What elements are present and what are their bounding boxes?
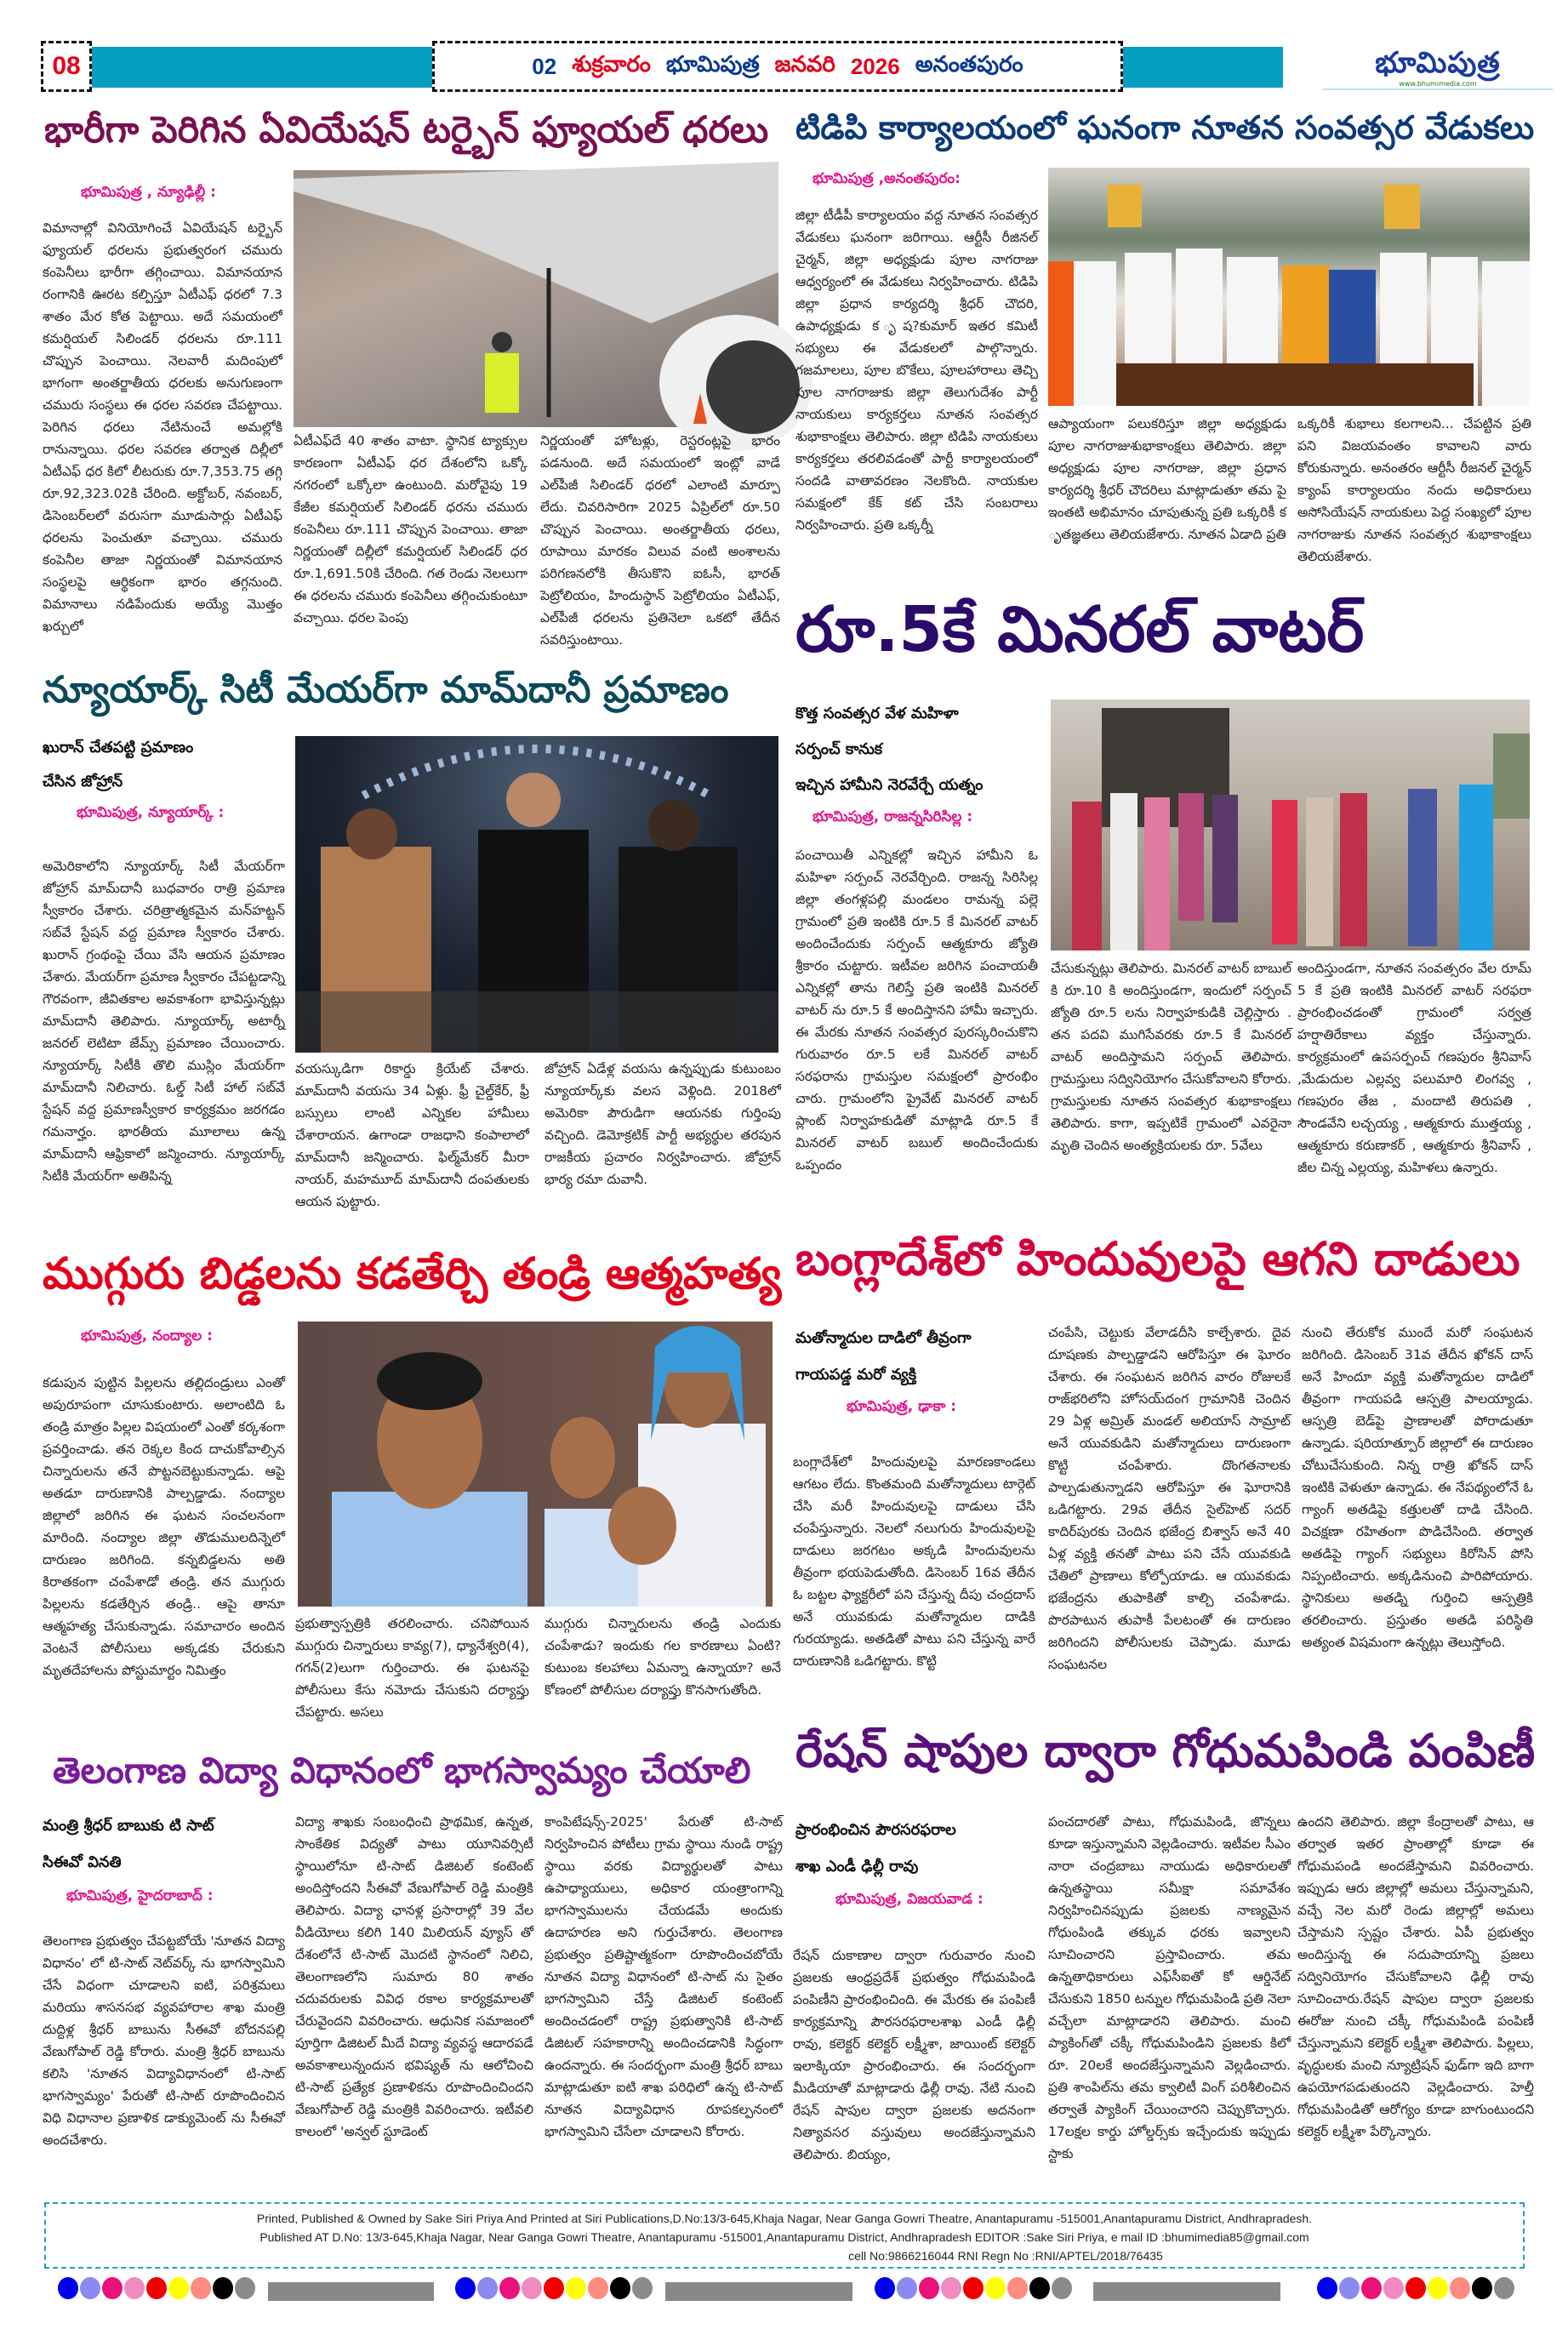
registration-dot <box>1029 2277 1050 2299</box>
registration-dots <box>58 2277 255 2299</box>
registration-dot <box>588 2277 608 2299</box>
mineral-col-1: పంచాయితీ ఎన్నికల్లో ఇచ్చిన హామీని ఓ మహిళా సర్పంచ్ నెరవేర్చింది. రాజన్న సిరిసిల్ల జిల్లా తంగళ్లపల్లి మండలం రామన్న పల్లె గ్రామంలో ప్రతి ఇంటికి రూ.5 కే మినరల్ వాటర్ అందించేందుకు సర్పంచ్ ఆత్మకూరు జ్యోతి శ్రీకారం చుట్టారు. ఇటీవల జరిగిన పంచాయతీ ఎన్నికల్లో తాను గెలిస్తే ప్రతి ఇంటికి మినరల్ వాటర్ ను రూ.5 కే అందిస్తానని హామీ ఇచ్చారు. ఈ మేరకు నూతన సంవత్సర పురస్కరించుకొని గురువారం రూ.5 లకే మినరల్ వాటర్ సరఫరాను గ్రామస్తుల సమక్షంలో ప్రారంభిం చారు. గ్రామంలోని ప్రైవేట్ మినరల్ వాటర్ ప్లాంట్ నిర్వాహకుడితో మాట్లాడి రూ.5 కే మినరల్ వాటర్ బబుల్ అందించేందుకు ఒప్పందం <box>795 848 1038 1173</box>
worker-vest <box>485 353 519 413</box>
aviation-photo <box>294 170 778 427</box>
child-face <box>550 1417 615 1499</box>
telangana-sub-1: మంత్రి శ్రీధర్ బాబుకు టి సాట్ <box>43 1817 214 1835</box>
registration-dot <box>1405 2277 1426 2299</box>
registration-dot <box>1428 2277 1448 2299</box>
engine-intake <box>706 340 800 434</box>
father-col-2: ప్రభుత్వాస్పత్రికి తరలించారు. చనిపోయిన ముగ్గురు చిన్నారులు కావ్య(7), ధ్యానేశ్వరి(4), గగన్(2)లుగా గుర్తించారు. ఈ ఘటనపై పోలీసులు కేసు నమోదు చేసుకుని దర్యాప్తు చేపట్టారు. అసలు <box>295 1616 529 1720</box>
tdp-illustration <box>1048 168 1530 406</box>
headline-tdp: టిడిపి కార్యాలయంలో ఘనంగా నూతన సంవత్సర వేడుకలు <box>795 109 1535 146</box>
bangladesh-sub-2: గాయపడ్డ మరో వ్యక్తి <box>795 1366 917 1384</box>
ration-sub-1: ప్రారంభించిన పౌరసరఫరాల <box>795 1821 956 1839</box>
ration-col-2: పంచదారతో పాటు, గోధుమపిండి, జొన్నలు కూడా ఇస్తున్నామని వెల్లడించారు. ఇటీవల సీఎం నారా చంద్రబాబు నాయుడు అధికారులతో ఉన్నతస్థాయి సమీక్షా సమావేశం నిర్వహించినప్పుడు ప్రజలకు నాణ్యమైన గోధుంపిండి తక్కువ ధరకు ఇవ్వాలని సూచించారని ప్రస్తావించారు. తమ ఉన్నతాధికారులు ఎఫ్‌సీఐతో కో ఆర్డినేట్ చేసుకుని 1850 టన్నుల గోధుమపిండి ప్రతి నెలా వచ్చేలా మాట్లాడారని తెలిపారు. మంచి ప్యాకింగ్‌తో చక్కీ గోధుమపిండిని ప్రజలకు కిలో రూ. 20లకే అందజేస్తున్నామని వెల్లడించారు. ప్రతి శాంపిల్‌ను తమ క్వాలిటీ వింగ్ పరిశీలించిన తర్వాతే ప్యాకింగ్ చేయించారని చెప్పుకొచ్చారు. 17లక్షల కార్డు హోల్డర్స్‌కు ఇచ్చేందుకు ఇప్పుడు స్టాకు <box>1048 1814 1291 2161</box>
imprint-box <box>44 2202 1525 2269</box>
ration-sub-2: శాఖ ఎండీ ఢిల్లీ రావు <box>795 1858 919 1875</box>
registration-gray-bar <box>665 2282 852 2301</box>
father-illustration <box>298 1322 773 1607</box>
man-hair <box>377 1352 482 1410</box>
registration-dot <box>1472 2277 1492 2299</box>
registration-dot <box>191 2277 211 2299</box>
registration-dot <box>235 2277 255 2299</box>
registration-gray-bar <box>1093 2282 1280 2301</box>
registration-dot <box>1317 2277 1337 2299</box>
newyork-col-3: జోహ్రాన్ ఏడేళ్ల వయసు ఉన్నప్పుడు కుటుంబం న్యూయార్క్‌కు వలస వెళ్లింది. 2018లో అమెరికా పౌరుడిగా ఆయనకు గుర్తింపు వచ్చింది. డెమోక్రటిక్ పార్టీ అభ్యర్థుల తరపున రాజకీయ ప్రచారం నిర్వహించారు. జోహ్రాన్ భార్య రమా దువానీ. <box>545 1061 781 1187</box>
registration-dot <box>499 2277 520 2299</box>
headline-newyork: న్యూయార్క్ సిటీ మేయర్‌గా మామ్‌దానీ ప్రమాణం <box>43 669 729 711</box>
byline-father: భూమిపుత్ర, నంద్యాల : <box>81 1327 213 1344</box>
registration-dot <box>1007 2277 1028 2299</box>
registration-dot <box>1052 2277 1072 2299</box>
mineral-col-2: చేసుకున్నట్లు తెలిపారు. మినరల్ వాటర్ బాబుల్ కి రూ.10 కి అందిస్తుండగా, ఇందులో సర్పంచ్ జ్యోతి రూ.5 లను నిర్వాహకుడికి చెల్లిస్తారు . తన పదవి ముగిసేవరకు రూ.5 కే మినరల్ వాటర్ అందిస్తామని సర్పంచ్ తెలిపారు. గ్రామస్తులు సద్వినియోగం చేసుకోవాలని కోరారు. గ్రామస్తులకు నూతన సంవత్సర శుభాకాంక్షలు తెలిపారు. కాగా, ఇప్పటికే గ్రామంలో ఎవరైనా మృతి చెందిన అంత్యక్రియలకు రూ. 5వేలు <box>1051 961 1291 1153</box>
telangana-sub-2: సిఈవో వినతి <box>43 1853 122 1871</box>
ration-col-3: ఉందని తెలిపారు. జిల్లా కేంద్రాలతో పాటు, ఆ తర్వాత ఇతర ప్రాంతాల్లో కూడా ఈ గోధుమపండి అందజేస్తామని వివరించారు. ఇప్పుడు ఆరు జిల్లాల్లో అమలు చేస్తున్నామని, వచ్చే నెల మరో రెండు జిల్లాల్లో అమలు చేస్తామని స్పష్టం చేశారు. ఏపీ ప్రభుత్వం అందిస్తున్న ఈ సదుపాయాన్ని ప్రజలు సద్వినియోగం చేసుకోవాలని ఢిల్లీ రావు సూచించారు.రేషన్ షాపుల ద్వారా ప్రజలకు ఈరోజు నుంచి చక్కీ గోధుమపిండి పంపిణీ చేస్తున్నామని కలెక్టర్ లక్ష్మీశా తెలిపారు. పిల్లలు, వృద్ధులకు మంచి న్యూట్రిషన్ ఫుడ్‌గా ఇది బాగా ఉపయోగపడుతుందని వెల్లడించారు. హెల్తీ గోధుమపిండితో ఆరోగ్యం కూడా బాగుంటుందని కలెక్టర్ లక్ష్మీశా పేర్కొన్నారు. <box>1297 1814 1534 2139</box>
imprint-line-2: Published AT D.No: 13/3-645,Khaja Nagar, Near Ganga Gowri Theatre, Anantapuramu -515001,Anantapuramu District, Andhrapradesh EDITOR :Sake Siri Priya, e mail ID :bhumimedia85@gmail.com <box>259 2230 1309 2244</box>
imprint-line-3: cell No:9866216044 RNI Regn No :RNI/APTEL/2018/76435 <box>848 2249 1163 2263</box>
registration-dot <box>1494 2277 1514 2299</box>
villagers <box>1072 785 1493 951</box>
father-photo <box>298 1322 773 1607</box>
date-paper: భూమిపుత్ర <box>665 50 760 77</box>
aviation-col-1: విమానాల్లో వినియోగించే ఏవియేషన్ టర్బైన్ ఫ్యూయల్ ధరలను ప్రభుత్వరంగ చమురు కంపెనీలు భారీగా తగ్గించాయి. విమానయాన రంగానికి ఊరట కల్పిస్తూ ఏటీఎఫ్ ధరలో 7.3 శాతం మేర కోత పెట్టాయి. అదే సమయంలో కమర్షియల్ సిలిండర్ ధరలను రూ.111 చొప్పున పెంచాయి. నెలవారీ మదింపులో భాగంగా అంతర్జాతీయ ధరలకు అనుగుణంగా చమురు సంస్థలు ఈ ధరల సవరణ చేపట్టాయి. పెరిగిన ధరలు నేటినుంచే అమల్లోకి రానున్నాయి. ధరల సవరణ తర్వాత దిల్లీలో ఏటీఎఫ్ ధర కిలో లీటరుకు రూ.7,353.75 తగ్గి రూ.92,323.02కి చేరింది. అక్టోబర్, నవంబర్, డిసెంబర్‌లలో వరుసగా మూడుసార్లు ఏటీఎఫ్ ధరలను పెంచుతూ వచ్చాయి. చమురు కంపెనీల తాజా నిర్ణయంతో విమానయాన సంస్థలపై ఆర్థికంగా భారం తగ్గనుంది. విమానాలు నడిపేందుకు అయ్యే మొత్తం ఖర్చులో <box>43 220 282 634</box>
wall-portrait <box>1108 185 1142 227</box>
byline-ration: భూమిపుత్ర, విజయవాడ : <box>835 1891 984 1908</box>
registration-dot <box>1450 2277 1470 2299</box>
stairs <box>295 991 778 1053</box>
registration-dot <box>102 2277 123 2299</box>
registration-dot <box>985 2277 1006 2299</box>
telangana-col-1: తెలంగాణ ప్రభుత్వం చేపట్టబోయే 'నూతన విద్యా విధానం' లో టి-సాట్ నెట్‌వర్క్ ను భాగస్వామిని చేసే విధంగా చూడాలని ఐటి, పరిశ్రమలు మరియు శాసనసభ వ్యవహారాల శాఖ మంత్రి దుద్దిళ్ల శ్రీధర్ బాబును సీఈవో బోదనపల్లి వేణుగోపాల్ రెడ్డి కోరారు. మంత్రి శ్రీధర్ బాబును కలిసి 'నూతన విద్యావిధానంలో టి-సాట్ భాగస్వామ్యం' పేరుతో టి-సాట్ రూపొందించిన విధి విధానాల ప్రణాళిక డాక్యుమెంట్ ను సీఈవో అందచేశారు. <box>43 1933 285 2148</box>
registration-dot <box>566 2277 586 2299</box>
registration-dot <box>897 2277 917 2299</box>
tdp-col-1: జిల్లా టీడీపీ కార్యాలయం వద్ద నూతన సంవత్సర వేడుకలు ఘనంగా జరిగాయి. ఆర్టీసీ రీజినల్ చైర్మన్, జిల్లా అధ్యక్షుడు పూల నాగరాజు ఆధ్వర్యంలో ఈ వేడుకలు నిర్వహించారు. టిడిపి జిల్లా ప్రధాన కార్యదర్శి శ్రీధర్ చౌదరి, ఉపాధ్యక్షుడు క ృష?కుమార్ ఇతర కమిటీ సభ్యులు ఈ వేడుకలలో పాల్గొన్నారు. గజమాలలు, పూల బొకేలు, పూలహారాలు తెచ్చి పూల నాగరాజుకు జిల్లా తెలుగుదేశం పార్టీ నాయకులు కార్యకర్తలు నూతన సంవత్సర శుభాకాంక్షలు తెలిపారు. జిల్లా టిడిపి నాయకులు కార్యకర్తలు తరలివడంతో పార్టీ కార్యాలయంలో సందడి వాతావరణం నెలకొంది. నాయకుల సమక్షంలో కేక్ కట్ చేసి సంబరాలు నిర్వహించారు. ప్రతి ఒక్కర్నీ <box>795 208 1038 533</box>
logo-text: భూమిపుత్ర <box>1375 47 1501 79</box>
bangladesh-col-2: చంపేసి, చెట్టుకు వేలాడదీసి కాల్చేశారు. దైవ దూషణకు పాల్పడ్డాడని ఆరోపిస్తూ ఈ ఘోరం చేశారు. ఈ సంఘటన జరిగిన వారం రోజులకే రాజ్‌భరిలోని హోసయ్‌దంగ గ్రామానికి చెందిన 29 ఏళ్ల అమ్రిత్ మండల్ అలియాస్ సామ్రాట్ అనే యువకుడిని మతోన్మాదులు దారుణంగా కొట్టి చంపేశారు. దొంగతనాలకు పాల్పడుతున్నాడని ఆరోపిస్తూ ఈ ఘోరానికి ఒడిగట్టారు. 29వ తేదీన సైల్‌హెట్ సదర్ కాదిర్‌పురకు చెందిన భజేంద్ర బిశ్వాస్ అనే 40 ఏళ్ల వ్యక్తి తనతో పాటు పని చేసే యువకుడి చేతిలో ప్రాణాలు కోల్పోయాడు. ఆ యువకుడు భజేంద్రను తుపాకితో కాల్చి చంపేశాడు. పొరపాటున తుపాకీ పేలటంతో ఈ దారుణం జరిగిందని పోలీసులకు చెప్పాడు. మూడు సంఘటనల <box>1048 1325 1291 1672</box>
date-city: అనంతపురం <box>915 50 1023 77</box>
newyork-illustration <box>295 736 778 1053</box>
headline-bangladesh: బంగ్లాదేశ్‌లో హిందువులపై ఆగని దాడులు <box>795 1232 1520 1286</box>
registration-dot <box>455 2277 476 2299</box>
registration-dot <box>1339 2277 1360 2299</box>
newyork-sub-2: చేసిన జోహ్రాన్ <box>43 773 123 791</box>
mineral-sub-2: సర్పంచ్ కానుక <box>795 740 883 758</box>
bangladesh-col-1: బంగ్లాదేశ్‌లో హిందువులపై మారణకాండలు ఆగటం లేదు. కొంతమంది మతోన్మాదులు టార్గెట్ చేసి మరీ హిందువులపై దాడులు చేసి చంపేస్తున్నారు. నెలలో నలుగురు హిందువులపై దాడులు జరగటం అక్కడి హిందువులను తీవ్రంగా భయపెడుతోంది. డిసెంబర్ 16వ తేదీన ఓ బట్టల ఫ్యాక్టరీలో పని చేస్తున్న దీపు చంద్రదాస్ అనే యువకుడు మతోన్మాదుల దాడికి గురయ్యాడు. అతడితో పాటు పని చేస్తున్న వారే దారుణానికి ఒడిగట్టారు. కొట్టి <box>793 1454 1035 1669</box>
date-weekday: శుక్రవారం <box>572 50 651 77</box>
date-year: 2026 <box>850 53 900 79</box>
aviation-col-3: నిర్ణయంతో హోటళ్లు, రెస్టరంట్లపై భారం పడనుంది. అదే సమయంలో ఇంట్లో వాడే ఎల్‌పీజీ సిలిండర్ ధరలో ఎలాంటి మార్పూ లేదు. చివరిసారిగా 2025 ఏప్రిల్‌లో రూ.50 చొప్పున పెంచాయి. అంతర్జాతీయ ధరలు, రూపాయి మారకం విలువ వంటి అంశాలను పరిగణనలోకి తీసుకొని ఐఓసీ, భారత్ పెట్రోలియం, హిందుస్థాన్ పెట్రోలియం ఏటీఎఫ్, ఎల్‌పీజీ ధరలను ప్రతినెలా ఒకటో తేదీన సవరిస్తుంటాయి. <box>540 433 780 648</box>
registration-dot <box>941 2277 961 2299</box>
registration-gray-bar <box>268 2282 434 2301</box>
mineral-photo <box>1051 699 1530 951</box>
worker-head <box>492 332 512 352</box>
byline-telangana: భూమిపుత్ర, హైదరాబాద్ : <box>66 1887 214 1904</box>
bangladesh-col-3: నుంచి తేరుకోక ముందే మరో సంఘటన జరిగింది. డిసెంబర్ 31వ తేదీన ఖోకన్ దాస్ అనే హిందూ వ్యక్తి మతోన్మాదుల దాడిలో తీవ్రంగా గాయపడి ఆస్పత్రి పాలయ్యాడు. ఆస్పత్రి బెడ్‌పై ప్రాణాలతో పోరాడుతూ ఉన్నాడు. షరియాత్పూర్ జిల్లాలో ఈ దారుణం చోటుచేసుకుంది. నిన్న రాత్రి ఖోకన్ దాస్ ఇంటికి వెళుతూ ఉన్నాడు. ఈ నేపథ్యంలోనే ఓ గ్యాంగ్ అతడిపై కత్తులతో దాడి చేసింది. విచక్షణా రహితంగా పొడిచేసింది. తర్వాత అతడిపై గ్యాంగ్ సభ్యులు కిరోసిన్ పోసి నిప్పంటించారు. అక్కడినుంచి పారిపోయారు. స్థానికులు అతడ్ని గుర్తించి ఆస్పత్రికి తరలించారు. ప్రస్తుతం అతడి పరిస్థితి అత్యంత విషమంగా ఉన్నట్లు తెలుస్తోంది. <box>1302 1325 1533 1650</box>
dateline <box>432 41 1123 92</box>
registration-dot <box>146 2277 167 2299</box>
byline-bangladesh: భూమిపుత్ర, ఢాకా : <box>847 1398 957 1415</box>
registration-dots <box>875 2277 1072 2299</box>
tdp-col-2: ఆప్యాయంగా పలుకరిస్తూ జిల్లా అధ్యక్షుడు పూల నాగరాజుశుభాకాంక్షలు తెలిపారు. జిల్లా అధ్యక్షుడు పూల నాగరాజు, జిల్లా ప్రధాన కార్యదర్శి శ్రీధర్ చౌదరిలు మాట్లాడుతూ తమ పై ఇంతటి అభిమానం చూపుతున్న ప్రతి ఒక్కరికీ క ృతజ్ఞతలు తెలియజేశారు. నూతన ఏడాది ప్రతి <box>1048 416 1286 542</box>
registration-dot <box>522 2277 542 2299</box>
headline-father: ముగ్గురు బిడ్డలను కడతేర్చి తండ్రి ఆత్మహత్య <box>43 1249 782 1299</box>
bangladesh-sub-1: మతోన్మాదుల దాడిలో తీవ్రంగా <box>795 1329 972 1347</box>
registration-dot <box>919 2277 939 2299</box>
wall-portrait <box>1384 185 1420 229</box>
page-number: 08 <box>41 41 92 92</box>
byline-tdp: భూమిపుత్ర ,అనంతపురం: <box>813 170 961 187</box>
telangana-col-3: కాంపిటేషన్స్-2025' పేరుతో టి-సాట్ నిర్వహించిన పోటీలు గ్రామ స్థాయి నుండి రాష్ట్ర స్థాయి వరకు విద్యార్థులతో పాటు ఉపాధ్యాయులు, అధికార యంత్రాంగాన్ని భాగస్వాములను చేయడమే అందుకు ఉదాహరణ అని గుర్తుచేశారు. తెలంగాణ ప్రభుత్వం ప్రతిష్టాత్మకంగా రూపొందించబోయే నూతన విద్యా విధానంలో టి-సాట్ ను సైతం భాగస్వామిని చేస్తే డిజిటల్ కంటెంట్ అందించడంలో రాష్ట్ర ప్రభుత్వానికి టి-సాట్ డిజిటల్ సహకారాన్ని అందించడానికి సిద్ధంగా ఉందన్నారు. ఈ సందర్భంగా మంత్రి శ్రీధర్ బాబు మాట్లాడుతూ ఐటి శాఖ పరిధిలో ఉన్న టి-సాట్ నూతన విద్యావిధాన రూపకల్పనంలో భాగస్వామిని చేసేలా చూడాలని కోరారు. <box>545 1814 783 2139</box>
registration-dot <box>168 2277 189 2299</box>
registration-dots <box>455 2277 653 2299</box>
date-month: జనవరి <box>774 50 835 77</box>
logo-website: www.bhumimedia.com <box>1399 80 1477 88</box>
woman-head <box>346 808 397 859</box>
tree <box>1493 734 1530 819</box>
registration-dot <box>610 2277 630 2299</box>
headline-ration: రేషన్ షాపుల ద్వారా గోధుమపిండి పంపిణీ <box>795 1724 1536 1778</box>
newyork-col-1: అమెరికాలోని న్యూయార్క్ సిటీ మేయర్‌గా జోహ్రాన్ మామ్‌దానీ బుధవారం రాత్రి ప్రమాణ స్వీకారం చేశారు. చరిత్రాత్మకమైన మన్‌హట్టన్ సబ్‌వే స్టేషన్ వద్ద ప్రమాణ స్వీకారం చేశారు. ఖురాన్ గ్రంథంపై చేయి వేసి ఆయన ప్రమాణం చేశారు. మేయర్‌గా ప్రమాణ స్వీకారం చేపట్టడాన్ని గౌరవంగా, జీవితకాల అవకాశంగా భావిస్తున్నట్లు మామ్‌దానీ తెలిపారు. న్యూయార్క్ అటార్నీ జనరల్ లెటిటా జేమ్స్ ప్రమాణం చేయించారు. న్యూయార్క్ సిటీకి తొలి ముస్లిం మేయర్‌గా మామ్‌దానీ నిలిచారు. ఓల్డ్ సిటీ హాల్ సబ్‌వే స్టేషన్ వద్ద ప్రమాణస్వీకార కార్యక్రమం జరగడం గమనార్హం. భారతీయ మూలాలు ఉన్న మామ్‌దానీ ఆఫ్రికాలో జన్మించారు. న్యూయార్క్ సిటీకి మేయర్‌గా అతిపిన్న <box>43 859 285 1184</box>
man-shirt <box>332 1492 527 1607</box>
registration-dot <box>875 2277 895 2299</box>
woman2-head <box>648 800 699 851</box>
newyork-sub-1: ఖురాన్ చేతపట్టి ప్రమాణం <box>43 739 194 756</box>
mineral-illustration <box>1051 699 1530 951</box>
headline-telangana: తెలంగాణ విద్యా విధానంలో భాగస్వామ్యం చేయాలి <box>53 1750 751 1791</box>
registration-dot <box>632 2277 653 2299</box>
man-head <box>506 773 561 827</box>
father-col-3: ముగ్గురు చిన్నారులను తండ్రి ఎందుకు చంపేశాడు? ఇందుకు గల కారణాలు ఏంటి? కుటుంబ కలహాలు ఏమన్నా ఉన్నాయా? అనే కోణంలో పోలీసుల దర్యాప్తు కొనసాగుతోంది. <box>545 1616 781 1698</box>
headline-mineral: రూ.5కే మినరల్ వాటర్ <box>795 593 1365 666</box>
date-day: 02 <box>532 53 557 79</box>
registration-dot <box>544 2277 564 2299</box>
byline-newyork: భూమిపుత్ర, న్యూయార్క్ : <box>77 804 225 821</box>
boy-face <box>608 1487 676 1565</box>
mineral-col-3: అందిస్తుండగా, నూతన సంవత్సరం వేల రూమ్ 5 కే ప్రతి ఇంటికి మినరల్ వాటర్ సరఫరా ప్రారంభించడంతో గ్రామంలో సర్వత్ర హర్షాతిరేకాలు వ్యక్తం చేస్తున్నారు. కార్యక్రమంలో ఉపసర్పంచ్ గణపురం శ్రీనివాస్ ,మేడుదుల ఎల్లవ్వ పలుమారి లింగవ్వ , గణపురం తేజ , మందాటి తిరుపతి , సౌండవేని లచ్చయ్య , ఆత్మకూరు ముత్తయ్య , ఆత్మకూరు కరుణాకర్ , ఆత్మకూరు శ్రీనివాస్ , జీల చిన్న ఎల్లయ్య, మహిళలు ఉన్నారు. <box>1297 961 1531 1175</box>
registration-dot <box>963 2277 984 2299</box>
aviation-illustration <box>294 170 778 427</box>
registration-dot <box>477 2277 498 2299</box>
registration-dot <box>1361 2277 1382 2299</box>
father-col-1: కడుపున పుట్టిన పిల్లలను తల్లిదండ్రులు ఎంతో అపురూపంగా చూసుకుంటారు. అలాంటిది ఓ తండ్రి మాత్రం పిల్లల విషయంలో ఎంతో కర్కశంగా ప్రవర్తించాడు. తన రెక్కల కింద దాచుకోవాల్సిన చిన్నారులను తనే పొట్టనబెట్టుకున్నాడు. ఆపై అతడూ దారుణానికి పాల్పడ్డాడు. నంద్యాల జిల్లాలో జరిగిన ఈ ఘటన సంచలనంగా మారింది. నంద్యాల జిల్లా తొడుములదిన్నెలో దారుణం జరిగింది. కన్నబిడ్డలను అతి కిరాతకంగా చంపేశాడో తండ్రి. తన ముగ్గురు పిల్లలను కడతేర్చిన తండ్రి.. ఆపై తానూ ఆత్మహత్య చేసుకున్నాడు. సమాచారం అందిన వెంటనే పోలీసులు అక్కడకు చేరుకుని మృతదేహాలను పోస్టుమార్టం నిమిత్తం <box>43 1375 285 1678</box>
registration-dot <box>80 2277 100 2299</box>
mineral-sub-1: కొత్త సంవత్సర వేళ మహిళా <box>795 705 959 722</box>
telangana-col-2: విద్యా శాఖకు సంబంధించి ప్రాథమిక, ఉన్నత, సాంకేతిక విద్యతో పాటు యూనివర్సిటీ స్థాయిలోనూ టి-సాట్ డిజిటల్ కంటెంట్ అందిస్తోందని సీఈవో వేణుగోపాల్ రెడ్డి మంత్రికి తెలిపారు. విద్యా ఛానళ్ల ప్రసారాల్లో 39 వేల వీడియోలు కలిగి 140 మిలియన్ వ్యూస్ తో దేశంలోనే టి-సాట్ మొదటి స్థానంలో నిలిచి, తెలంగాణలోని సుమారు 80 శాతం చదువరులకు వివిధ రకాల కార్యక్రమాలతో చేరువైందని వివరించారు. ఆధునిక సమాజంలో పూర్తిగా డిజిటల్ మీదే విద్యా వ్యవస్థ ఆదారపడే అవకాశాలున్నందున భవిష్యత్ ను ఆలోచించి టి-సాట్ ప్రత్యేక ప్రణాళికను రూపొందించిందని వేణుగోపాల్ రెడ్డి మంత్రికి వివరించారు. ఇటీవలి కాలంలో 'అన్వల్ స్టూడెంట్ <box>295 1814 533 2139</box>
aviation-col-2: ఏటీఎఫ్‌దే 40 శాతం వాటా. స్థానిక ట్యాక్సుల కారణంగా ఏటీఎఫ్ ధర దేశంలోని ఒక్కో నగరంలో ఒక్కోలా ఉంటుంది. మరోవైపు 19 కేజీల కమర్షియల్ సిలిండర్ ధరను చమురు కంపెనీలు రూ.111 చొప్పున పెంచాయి. తాజా నిర్ణయంతో దిల్లీలో కమర్షియల్ సిలిండర్ ధర రూ.1,691.50కి చేరింది. గత రెండు నెలలుగా ఈ ధరలను చమురు కంపెనీలు తగ్గించుకుంటూ వచ్చాయి. ధరల పెంపు <box>294 433 527 625</box>
table <box>1116 363 1474 406</box>
registration-dot <box>58 2277 78 2299</box>
tdp-photo <box>1048 168 1530 406</box>
newyork-col-2: వయస్కుడిగా రికార్డు క్రియేట్ చేశారు. మామ్‌దానీ వయసు 34 ఏళ్లు. ఫ్రీ చైల్డ్‌కేర్, ఫ్రీ బస్సులు లాంటి ఎన్నికల హామీలు చేశారాయన. ఉగాండా రాజధాని కంపాలాలో మామ్‌దానీ జన్మించారు. ఫిల్మ్‌మేకర్ మీరా నాయర్, మహమూద్ మామ్‌దానీ దంపతులకు ఆయన పుట్టారు. <box>295 1061 529 1209</box>
tdp-col-3: ఒక్కరికీ శుభాలు కలగాలని... చేపట్టిన ప్రతి పని విజయవంతం కావాలని వారు కోరుకున్నారు. అనంతరం ఆర్టీసీ రీజనల్ చైర్మన్ క్యాంప్ కార్యాలయం నందు అధికారులు అసోసియేషన్ నాయకులు పెద్ద సంఖ్యలో పూల నాగరాజుకు నూతన సంవత్సర శుభాకాంక్షలు తెలియజేశారు. <box>1297 416 1531 564</box>
registration-dot <box>124 2277 145 2299</box>
saffron-scarf <box>1048 261 1074 406</box>
registration-dot <box>1383 2277 1404 2299</box>
newyork-photo <box>295 736 778 1053</box>
masthead-logo <box>1323 46 1553 90</box>
ration-col-1: రేషన్ దుకాణాల ద్వారా గురువారం నుంచి ప్రజలకు ఆంధ్రప్రదేశ్ ప్రభుత్వం గోధుమపిండి పంపిణీని ప్రారంభించింది. ఈ మేరకు ఈ పంపిణీ కార్యక్రమాన్ని పౌరసరఫరాలశాఖ ఎండీ ఢిల్లీ రావు, కలెక్టర్ కలెక్టర్ లక్ష్మీశా, జాయింట్ కలెక్టర్ ఇలాక్కియా ప్రారంభించారు. ఈ సందర్భంగా మీడియాతో మాట్లాడారు ఢిల్లీ రావు. నేటి నుంచి రేషన్ షాపుల ద్వారా ప్రజలకు అదనంగా నిత్యావసర వస్తువులు అందజేస్తున్నామని తెలిపారు. బియ్యం, <box>793 1948 1035 2162</box>
mineral-sub-3: ఇచ్చిన హామీని నెరవేర్చే యత్నం <box>795 776 984 794</box>
byline-aviation: భూమిపుత్ర , న్యూఢిల్లీ : <box>81 184 216 201</box>
byline-mineral: భూమిపుత్ర, రాజన్నసిరిసిల్ల : <box>813 808 973 825</box>
registration-dots <box>1317 2277 1514 2299</box>
registration-dot <box>213 2277 233 2299</box>
headline-aviation: భారీగా పెరిగిన ఏవియేషన్ టర్బైన్ ఫ్యూయల్ ధరలు <box>44 109 769 151</box>
plane-wing <box>294 162 778 323</box>
imprint-line-1: Printed, Published & Owned by Sake Siri Priya And Printed at Siri Publications,D.No:13/3-645,Khaja Nagar, Near Ganga Gowri Theatre, Anantapuramu -515001,Anantapuramu District, Andhrapradesh. <box>256 2212 1313 2225</box>
